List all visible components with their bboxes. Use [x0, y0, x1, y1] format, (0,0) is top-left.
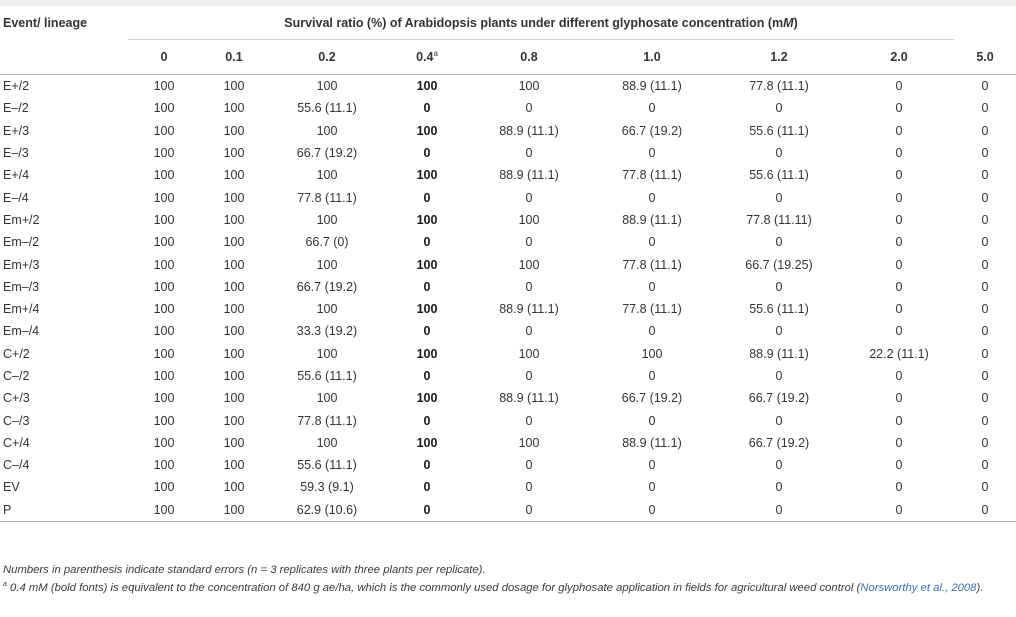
value-cell: 88.9 (11.1) [499, 391, 559, 406]
value-cell: 0 [895, 369, 903, 383]
lineage-cell: E+/4 [3, 168, 30, 183]
value-cell: 100 [416, 257, 438, 272]
value-cell: 0 [895, 391, 903, 406]
lineage-cell: E–/4 [3, 190, 29, 205]
value-cell: 100 [153, 435, 175, 450]
value-cell: 0 [981, 257, 989, 272]
value-cell: 100 [223, 146, 245, 161]
value-cell: 88.9 (11.1) [622, 212, 682, 227]
column-header: 0.1 [200, 40, 268, 75]
value-cell: 0 [895, 324, 903, 339]
value-cell: 77.8 (11.1) [749, 79, 809, 94]
value-cell: 100 [316, 257, 338, 272]
value-cell: 0 [981, 168, 989, 183]
column-header: 0.8 [468, 40, 590, 75]
value-cell: 0 [895, 413, 903, 428]
value-cell: 0 [775, 190, 783, 205]
value-cell: 100 [223, 212, 245, 227]
value-cell: 0 [895, 279, 903, 294]
lineage-cell: Em+/3 [3, 257, 40, 272]
value-cell: 77.8 (11.1) [297, 190, 357, 205]
value-cell: 0 [525, 279, 533, 294]
value-cell: 100 [153, 146, 175, 161]
lineage-cell: Em+/2 [3, 212, 40, 227]
lineage-cell: EV [3, 480, 20, 495]
table-body [0, 75, 1016, 522]
value-cell: 0 [525, 458, 533, 473]
value-cell: 66.7 (19.2) [296, 279, 358, 294]
value-cell: 100 [153, 257, 175, 272]
value-cell: 100 [223, 123, 245, 138]
value-cell: 77.8 (11.1) [622, 302, 682, 317]
column-header-row [0, 40, 1016, 75]
value-cell: 100 [153, 212, 175, 227]
value-cell: 100 [518, 79, 540, 94]
value-cell: 0 [954, 499, 1016, 522]
value-cell: 0 [525, 369, 533, 383]
footnotes [3, 562, 1013, 597]
value-cell: 100 [153, 235, 175, 250]
value-cell: 100 [223, 413, 245, 428]
value-cell: 0 [775, 413, 783, 428]
value-cell: 100 [416, 212, 438, 227]
footnote-a: $^a$ 0.4 mM (bold fonts) is equivalent to the concentration of 840 g ae/ha, which is the commonly used dosage for glyphosate application in fields for agricultural weed control (Norsworthy et al., 2008). [3, 580, 984, 594]
lineage-cell: Em–/3 [3, 279, 40, 294]
table-row [0, 253, 1016, 275]
value-cell: 0 [981, 212, 989, 227]
value-cell: 100 [316, 168, 338, 183]
value-cell: 100 [223, 168, 245, 183]
value-cell: 0 [423, 324, 431, 339]
value-cell: 0 [775, 458, 783, 473]
column-header: 2.0 [844, 40, 954, 75]
value-cell: 0 [525, 146, 533, 161]
value-cell: 77.8 (11.11) [746, 212, 812, 227]
value-cell: 0 [648, 324, 656, 339]
value-cell: 100 [316, 79, 338, 94]
table-row [0, 409, 1016, 431]
table-row [0, 75, 1016, 98]
value-cell: 100 [416, 391, 438, 406]
lineage-cell: Em+/4 [3, 302, 40, 317]
value-cell: 100 [153, 190, 175, 205]
value-cell: 0 [648, 279, 656, 294]
value-cell: 0 [981, 346, 989, 361]
value-cell: 0 [525, 190, 533, 205]
value-cell: 0 [648, 369, 656, 383]
value-cell: 0 [895, 146, 903, 161]
value-cell: 0 [423, 101, 431, 116]
value-cell: 0 [525, 235, 533, 250]
value-cell: 0 [775, 480, 783, 495]
lineage-cell: C–/4 [3, 458, 30, 473]
table-row [0, 365, 1016, 387]
value-cell: 100 [223, 369, 245, 383]
value-cell: 0 [981, 413, 989, 428]
reference-link[interactable]: Norsworthy et al., 2008 [860, 581, 977, 594]
value-cell: 0 [590, 499, 714, 522]
value-cell: 88.9 (11.1) [622, 435, 682, 450]
value-cell: 0 [648, 413, 656, 428]
value-cell: 100 [223, 279, 245, 294]
column-header: 0 [128, 40, 200, 75]
value-cell: 100 [518, 212, 540, 227]
value-cell: 0 [423, 190, 431, 205]
value-cell: 100 [518, 257, 540, 272]
survival-table [0, 6, 1016, 522]
value-cell: 88.9 (11.1) [499, 168, 559, 183]
table-row [0, 499, 1016, 522]
value-cell: 0 [981, 480, 989, 495]
table-row [0, 97, 1016, 119]
value-cell: 100 [153, 168, 175, 183]
table-row [0, 120, 1016, 142]
value-cell: 100 [416, 346, 438, 361]
value-cell: 0 [895, 79, 903, 94]
value-cell: 100 [518, 435, 540, 450]
value-cell: 55.6 (11.1) [749, 123, 809, 138]
value-cell: 0 [423, 413, 431, 428]
value-cell: 66.7 (19.2) [748, 435, 810, 450]
value-cell: 0 [775, 324, 783, 339]
column-header: 0.4$^a$ [386, 40, 468, 75]
value-cell: 0 [895, 435, 903, 450]
value-cell: 88.9 (11.1) [622, 79, 682, 94]
value-cell: 0 [525, 413, 533, 428]
column-header: 1.2 [714, 40, 844, 75]
table-row [0, 432, 1016, 454]
value-cell: 77.8 (11.1) [622, 257, 682, 272]
value-cell: 0 [386, 499, 468, 522]
value-cell: 100 [641, 346, 663, 361]
value-cell: 55.6 (11.1) [297, 369, 357, 383]
value-cell: 0 [981, 458, 989, 473]
value-cell: 55.6 (11.1) [297, 458, 357, 473]
value-cell: 0 [648, 480, 656, 495]
table-row [0, 476, 1016, 498]
column-header: 0.2 [268, 40, 386, 75]
group-header: Survival ratio (%) of Arabidopsis plants under different glyphosate concentration (mM) [128, 6, 954, 40]
column-header: 5.0 [954, 40, 1016, 75]
value-cell: 100 [153, 79, 175, 94]
value-cell: 59.3 (9.1) [300, 480, 354, 495]
value-cell: 100 [153, 369, 175, 383]
value-cell: 100 [223, 257, 245, 272]
value-cell: 0 [423, 480, 431, 495]
table-row [0, 142, 1016, 164]
value-cell: 0 [775, 235, 783, 250]
value-cell: 100 [316, 435, 338, 450]
value-cell: 100 [223, 435, 245, 450]
value-cell: 66.7 (19.2) [296, 146, 358, 161]
value-cell: 66.7 (19.2) [621, 391, 683, 406]
value-cell: 100 [316, 391, 338, 406]
value-cell: 100 [223, 480, 245, 495]
value-cell: 55.6 (11.1) [749, 168, 809, 183]
value-cell: 0 [895, 101, 903, 116]
value-cell: 77.8 (11.1) [297, 413, 357, 428]
table-row [0, 276, 1016, 298]
table-row [0, 186, 1016, 208]
table-row [0, 387, 1016, 409]
value-cell: 88.9 (11.1) [749, 346, 809, 361]
value-cell: 100 [223, 302, 245, 317]
lineage-cell: Em–/4 [3, 324, 40, 339]
value-cell: 0 [423, 369, 431, 383]
value-cell: 100 [518, 346, 540, 361]
value-cell: 0 [981, 101, 989, 116]
value-cell: 100 [316, 346, 338, 361]
value-cell: 0 [423, 235, 431, 250]
value-cell: 100 [200, 499, 268, 522]
value-cell: 100 [223, 101, 245, 116]
value-cell: 100 [153, 279, 175, 294]
table-row [0, 231, 1016, 253]
value-cell: 66.7 (19.2) [748, 391, 810, 406]
value-cell: 0 [648, 101, 656, 116]
value-cell: 100 [223, 79, 245, 94]
value-cell: 0 [525, 101, 533, 116]
value-cell: 100 [223, 391, 245, 406]
value-cell: 0 [423, 279, 431, 294]
value-cell: 62.9 (10.6) [268, 499, 386, 522]
lineage-cell: Em–/2 [3, 235, 40, 250]
table-row [0, 343, 1016, 365]
value-cell: 0 [981, 146, 989, 161]
value-cell: 0 [525, 480, 533, 495]
value-cell: 0 [895, 212, 903, 227]
value-cell: 100 [416, 435, 438, 450]
value-cell: 0 [648, 235, 656, 250]
value-cell: 0 [895, 235, 903, 250]
value-cell: 0 [423, 146, 431, 161]
value-cell: 100 [153, 391, 175, 406]
lineage-cell: C+/4 [3, 435, 30, 450]
value-cell: 0 [895, 480, 903, 495]
value-cell: 33.3 (19.2) [296, 324, 358, 339]
value-cell: 66.7 (19.25) [745, 257, 813, 272]
footnote-standard-errors: Numbers in parenthesis indicate standard errors (n = 3 replicates with three plants per replicate). [3, 564, 486, 576]
table-row [0, 209, 1016, 231]
value-cell: 0 [981, 235, 989, 250]
value-cell: 100 [153, 346, 175, 361]
value-cell: 0 [423, 458, 431, 473]
value-cell: 100 [223, 235, 245, 250]
table-row [0, 164, 1016, 186]
value-cell: 100 [223, 324, 245, 339]
lineage-cell: C+/3 [3, 391, 30, 406]
value-cell: 100 [416, 123, 438, 138]
value-cell: 0 [525, 324, 533, 339]
value-cell: 100 [223, 346, 245, 361]
value-cell: 66.7 (0) [305, 235, 349, 250]
value-cell: 0 [981, 391, 989, 406]
value-cell: 0 [775, 279, 783, 294]
value-cell: 100 [416, 168, 438, 183]
value-cell: 0 [981, 435, 989, 450]
value-cell: 100 [128, 499, 200, 522]
value-cell: 100 [153, 302, 175, 317]
value-cell: 100 [153, 458, 175, 473]
value-cell: 0 [714, 499, 844, 522]
value-cell: 100 [153, 413, 175, 428]
value-cell: 0 [775, 146, 783, 161]
value-cell: 22.2 (11.1) [869, 346, 929, 361]
value-cell: 100 [316, 212, 338, 227]
value-cell: 55.6 (11.1) [749, 302, 809, 317]
value-cell: 0 [981, 123, 989, 138]
value-cell: 0 [895, 458, 903, 473]
value-cell: 66.7 (19.2) [621, 123, 683, 138]
lineage-cell: E–/2 [3, 101, 29, 116]
value-cell: 100 [153, 324, 175, 339]
value-cell: 55.6 (11.1) [297, 101, 357, 116]
value-cell: 0 [895, 302, 903, 317]
value-cell: 0 [844, 499, 954, 522]
value-cell: 0 [775, 369, 783, 383]
value-cell: 0 [775, 101, 783, 116]
value-cell: 0 [648, 146, 656, 161]
value-cell: 88.9 (11.1) [499, 302, 559, 317]
value-cell: 77.8 (11.1) [622, 168, 682, 183]
value-cell: 0 [981, 79, 989, 94]
value-cell: 100 [153, 123, 175, 138]
table-row [0, 320, 1016, 342]
column-header: 1.0 [590, 40, 714, 75]
value-cell: 100 [153, 480, 175, 495]
table-row [0, 298, 1016, 320]
value-cell: 100 [316, 302, 338, 317]
value-cell: 0 [648, 458, 656, 473]
lineage-cell: C–/2 [3, 369, 30, 383]
value-cell: 0 [648, 190, 656, 205]
lineage-cell: E+/3 [3, 123, 30, 138]
lineage-cell: E–/3 [3, 146, 29, 161]
lineage-cell: C–/3 [3, 413, 30, 428]
value-cell: 100 [223, 458, 245, 473]
value-cell: 100 [416, 79, 438, 94]
value-cell: 0 [981, 302, 989, 317]
value-cell: 0 [895, 190, 903, 205]
value-cell: 0 [981, 324, 989, 339]
value-cell: 100 [153, 101, 175, 116]
table-row [0, 454, 1016, 476]
value-cell: 0 [981, 369, 989, 383]
value-cell: 0 [895, 257, 903, 272]
value-cell: 0 [981, 279, 989, 294]
value-cell: 100 [416, 302, 438, 317]
lineage-cell: E+/2 [3, 79, 30, 94]
lineage-cell: P [0, 499, 128, 522]
value-cell: 0 [895, 123, 903, 138]
lineage-cell: C+/2 [3, 346, 30, 361]
value-cell: 100 [223, 190, 245, 205]
value-cell: 0 [895, 168, 903, 183]
value-cell: 0 [468, 499, 590, 522]
value-cell: 88.9 (11.1) [499, 123, 559, 138]
value-cell: 0 [981, 190, 989, 205]
row-header: Event/ lineage [3, 15, 88, 30]
value-cell: 100 [316, 123, 338, 138]
